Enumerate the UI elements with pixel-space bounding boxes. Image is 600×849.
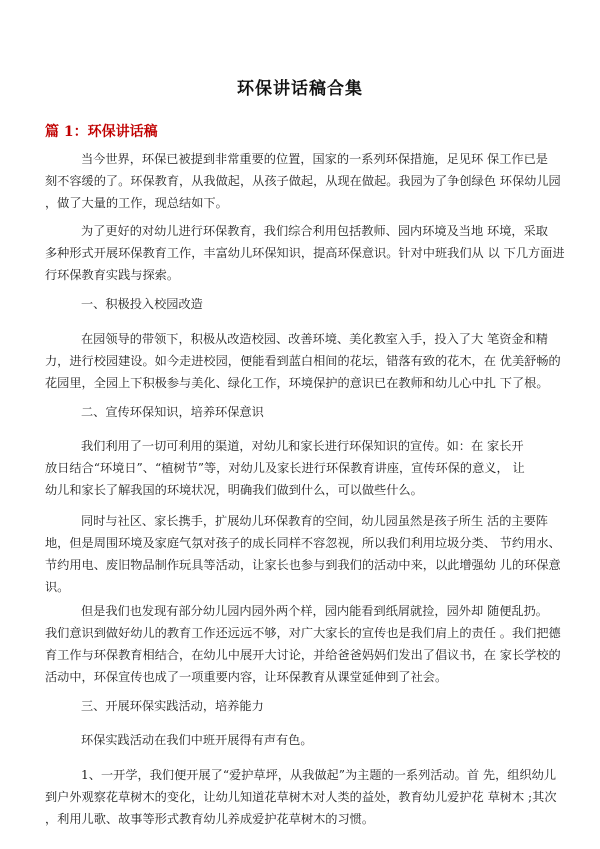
subheading: 三、开展环保实践活动，培养能力 bbox=[81, 699, 264, 713]
text-line: 我们利用了一切可利用的渠道，对幼儿和家长进行环保知识的宣传。如：在 家长开 bbox=[81, 439, 524, 453]
paragraph bbox=[45, 148, 565, 214]
paragraph bbox=[45, 764, 565, 830]
subheading: 二、宣传环保知识，培养环保意识 bbox=[81, 405, 264, 419]
text-line: 幼儿和家长了解我国的环境状况，明确我们做到什么，可以做些什么。 bbox=[45, 483, 423, 497]
text-line: 但是我们也发现有部分幼儿园内园外两个样，园内能看到纸屑就捡，园外却 随便乱扔。 bbox=[81, 604, 548, 618]
text-line: 花园里，全园上下积极参与美化、绿化工作，环境保护的意识已在教师和幼儿心中扎 下了根。 bbox=[45, 376, 549, 390]
paragraph bbox=[45, 600, 565, 688]
section-heading: 篇 1：环保讲话稿 bbox=[45, 124, 158, 140]
text-line: 活动中，环保宣传也成了一项重要内容，让环保教育从课堂延伸到了社会。 bbox=[45, 670, 448, 684]
text-line: ，做了大量的工作，现总结如下。 bbox=[45, 196, 228, 210]
document-title: 环保讲话稿合集 bbox=[237, 79, 363, 99]
text-line: 地，但是周围环境及家庭气氛对孩子的成长同样不容忽视，所以我们利用垃圾分类、 节约用水、 bbox=[45, 536, 561, 550]
text-line: 放日结合“环境日”、“植树节”等，对幼儿及家长进行环保教育讲座，宣传环保的意义， 让 bbox=[45, 461, 525, 475]
paragraph bbox=[45, 435, 565, 501]
text-line: 为了更好的对幼儿进行环保教育，我们综合利用包括教师、园内环境及当地 环境，采取 bbox=[81, 224, 548, 238]
text-line: 我们意识到做好幼儿的教育工作还远远不够，对广大家长的宣传也是我们肩上的责任 。我们把德 bbox=[45, 626, 561, 640]
text-line: 行环保教育实践与探索。 bbox=[45, 268, 180, 282]
text-line: 力，进行校园建设。如今走进校园，便能看到蓝白相间的花坛，错落有致的花木，在 优美舒畅的 bbox=[45, 354, 561, 368]
text-line: 1、一开学，我们便开展了“爱护草坪，从我做起”为主题的一系列活动。首 先，组织幼儿 bbox=[81, 768, 557, 782]
text-line: 刻不容缓的了。环保教育，从我做起，从孩子做起，从现在做起。我园为了争创绿色 环保幼儿园 bbox=[45, 174, 561, 188]
text-line: ，利用儿歌、故事等形式教育幼儿养成爱护花草树木的习惯。 bbox=[45, 812, 375, 826]
text-line: 当今世界，环保已被提到非常重要的位置，国家的一系列环保措施，足见环 保工作已是 bbox=[81, 152, 548, 166]
paragraph: 环保实践活动在我们中班开展得有声有色。 bbox=[81, 733, 313, 747]
text-line: 识。 bbox=[45, 580, 70, 594]
text-line: 在园领导的带领下，积极从改造校园、改善环境、美化教室入手，投入了大 笔资金和精 bbox=[81, 332, 548, 346]
subheading: 一、积极投入校园改造 bbox=[81, 297, 203, 311]
paragraph bbox=[45, 510, 565, 598]
text-line: 节约用电、废旧物品制作玩具等活动，让家长也参与到我们的活动中来，以此增强幼 儿的环保意 bbox=[45, 558, 561, 572]
text-line: 多种形式开展环保教育工作，丰富幼儿环保知识，提高环保意识。针对中班我们从 以 下几方面进 bbox=[45, 246, 565, 260]
text-line: 育工作与环保教育相结合，在幼儿中展开大讨论，并给爸爸妈妈们发出了倡议书，在 家长学校的 bbox=[45, 648, 561, 662]
text-line: 到户外观察花草树木的变化，让幼儿知道花草树木对人类的益处，教育幼儿爱护花 草树木 ;其次 bbox=[45, 790, 557, 804]
paragraph bbox=[45, 220, 565, 286]
paragraph bbox=[45, 328, 565, 394]
text-line: 同时与社区、家长携手，扩展幼儿环保教育的空间，幼儿园虽然是孩子所生 活的主要阵 bbox=[81, 514, 548, 528]
